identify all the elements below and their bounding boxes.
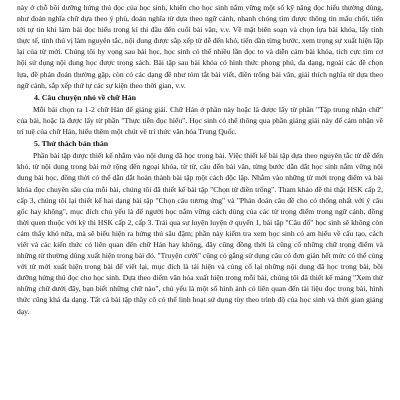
section-heading-4: 4. Câu chuyện nhỏ về chữ Hán [34, 92, 136, 102]
section-heading-5: 5. Thử thách bản thân [34, 139, 109, 149]
paragraph-section-5: Phần bài tập được thiết kế nhằm vào nội dung đã học trong bài. Việc thiết kế bài tập dựa theo nguyên tắc từ dễ đến khó, từ nội dung trong bài mở rộng đến ngoại khóa, từ từ, câu đến bài văn, từng bước dẫn dắt học sinh nắm vững nội dung bài học, đồng thời có thể dẫn dắt hoàn thành bài tập một cách độc lập. Nhằm vào những từ mới trọng điểm và bài khóa đọc chuyên sâu của mỗi bài, chúng tôi đã thiết kế bài tập "Chọn từ điền trống". Tham khảo đề thi thật HSK cấp 2, cấp 3, chúng tôi lại thiết kế hai dạng bài tập "Chọn câu tương ứng" và "Phán đoán câu đề cho có thống nhất với ý câu gốc hay không", mục đích chủ yếu là để người học nắm vững cách dùng của các từ trọng điểm trong ngữ cảnh, đồng thời quen thuộc với kỳ thi HSK cấp 2, cấp 3. Trải qua sự luyện luyện ở quyển 1, bài tập "Câu đố" học sinh sẽ không còn cảm thấy khó nữa, mà sẽ biểu hiện ra hứng thú sâu đậm; phần này kiểm tra xem học sinh có am hiểu về cấu tạo, cách viết và các kiến thức có liên quan đến chữ Hán hay không, đây cũng đồng thời là cũng cố những chữ trọng điểm và những từ thường dùng xuất hiện trong bài đó. "Truyện cười" cũng có gắng sử dụng câu có đơn giản hết mức có thể cùng với từ mới xuất hiện trong bài để viết lại, mục đích là tái hiện và củng cố lại những nội dung đã học trong bài, bồi dưỡng hứng thú đọc cho học sinh. Dựa theo điểm văn hóa xuất hiện trong mỗi bài, chúng tôi đã thiết kế mảng "Xem thử những chữ dưới đây, bạn biết những chữ nào", chủ yếu là một số hình ảnh có liên quan đến tài liệu đọc trong bài, hình thức cũng khá đa dạng. Tất cả bài tập thầy cô có thể linh hoạt sử dụng tùy theo trình độ của học sinh và thời gian giảng dạy. [17, 151, 383, 316]
paragraph-section-4: Mỗi bài chọn ra 1-2 chữ Hán để giảng giải. Chữ Hán ở phần này hoặc là được lấy từ phần "Tập trung nhận chữ" của bài, hoặc là được lấy từ phần "Thực tiễn đọc hiểu". Học sinh có thể thông qua phần giảng giải này để cảm nhận về trí tuệ của chữ Hán, hiểu thêm một chút về tri thức văn hóa Trung Quốc. [17, 104, 383, 137]
paragraph-intro: này ở chỗ bồi dưỡng hứng thú đọc của học sinh, khiến cho học sinh nắm vững một số kỹ năng đọc hiểu thường dùng, như đoán nghĩa chữ dựa theo ý phù, đoán nghĩa từ dựa theo ngữ cảnh, nhanh chóng tìm được thông tin mấu chốt, tiến tới tự tin khi làm bài đọc hiểu trong kì thi đầu đến cuối bài văn, v.v. Về mặt biên soạn và chọn lựa bài khóa, lấy tính thực tế, tính thú vị làm nguyên tắc, nội dung được sắp xếp từ dễ đến khó, tiến dần từng bước, xem trọng sự xuất hiện lặp lại của từ mới. Chúng tôi hy vọng sau bài học, học sinh có thể nhiều lần đọc to và diễn cảm bài khóa, tích cực tìm cơ hội sử dụng nội dung học được trong sách. Bài tập sau bài khóa có hình thức phong phú, đa dạng, ngoài các đề chọn lựa, đề phán đoán thường gặp, còn có các dạng đề như tóm tắt bài viết, điền trống bài văn, giải thích nghĩa từ dựa theo ngữ cảnh, sắp xếp thứ tự các sự kiện theo thời gian, v.v. [17, 3, 383, 90]
